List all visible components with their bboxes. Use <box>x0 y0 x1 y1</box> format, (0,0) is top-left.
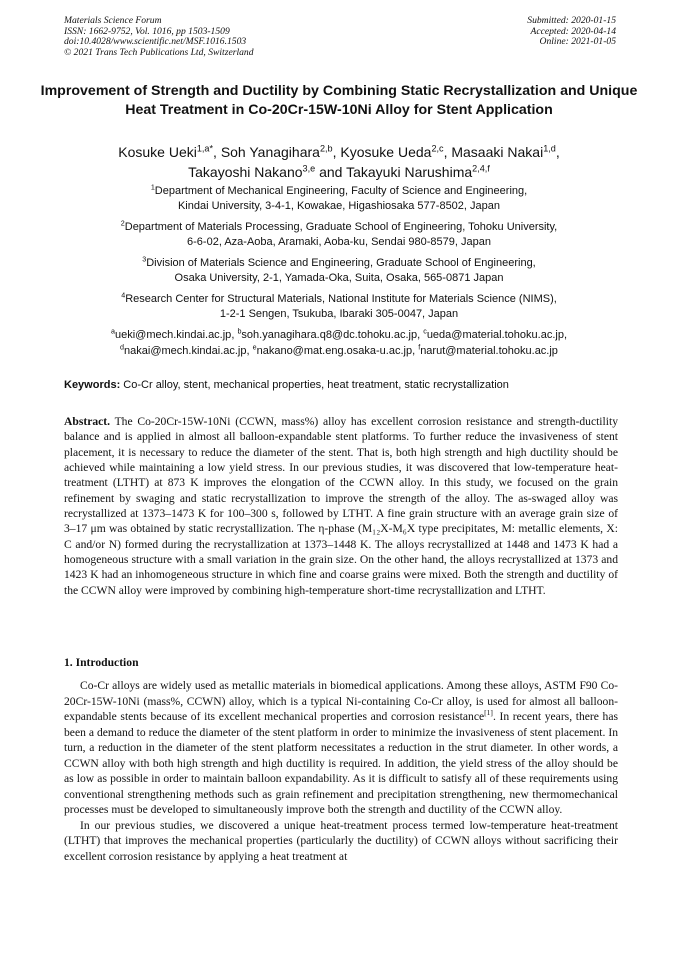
email-marker: f <box>418 342 421 351</box>
intro-text: Co-Cr alloys are widely used as metallic materials in biomedical applications. Among these alloys, ASTM F90 Co-20Cr-15W-10Ni (mass%, CCWN) alloy, which is a typical Ni-containing Co-Cr alloy, is used for almost all balloon-expandable stents because of its excellent mechanical properties and corrosion resistance <box>64 679 618 723</box>
email-link[interactable]: nakano@mat.eng.osaka-u.ac.jp <box>256 344 413 357</box>
affil-number: 4 <box>121 291 126 300</box>
online-date: Online: 2021-01-05 <box>539 36 616 48</box>
abstract <box>64 414 618 598</box>
submitted-date: Submitted: 2020-01-15 <box>527 15 616 26</box>
doi-line[interactable]: doi:10.4028/www.scientific.net/MSF.1016.1503 <box>64 36 247 48</box>
email-separator: , <box>231 329 238 341</box>
email-link[interactable]: nakai@mech.kindai.ac.jp <box>124 344 247 357</box>
email-separator: , <box>246 344 253 357</box>
affil-line: 1-2-1 Sengen, Tsukuba, Ibaraki 305-0047, Japan <box>219 308 459 321</box>
affil-line: Division of Materials Science and Engineering, Graduate School of Engineering, <box>146 257 536 269</box>
issn-line: ISSN: 1662-9752, Vol. 1016, pp 1503-1509 <box>64 25 230 37</box>
email-marker: a <box>110 327 115 336</box>
author-separator: , <box>213 144 221 160</box>
journal-info <box>64 16 254 58</box>
email-link[interactable]: ueki@mech.kindai.ac.jp <box>114 329 232 341</box>
email-separator: , <box>412 344 419 357</box>
affil-line: Department of Materials Processing, Graduate School of Engineering, Tohoku University, <box>124 221 558 233</box>
email-separator: , <box>417 329 424 341</box>
author-affil-marker: 3,e <box>302 163 316 174</box>
author-name: Kyosuke Ueda <box>340 144 432 160</box>
email-marker: c <box>423 327 427 336</box>
email-link[interactable]: ueda@material.tohoku.ac.jp, <box>426 329 568 341</box>
email-marker: b <box>237 327 242 336</box>
author-name: Takayoshi Nakano <box>188 164 303 180</box>
author-separator: , <box>332 144 341 160</box>
dates-info <box>527 16 616 48</box>
keywords-text: Co-Cr alloy, stent, mechanical properties, heat treatment, static recrystallization <box>120 379 509 391</box>
affiliation-2 <box>60 220 618 250</box>
section-heading-introduction: 1. Introduction <box>64 656 139 669</box>
affil-number: 1 <box>150 183 155 192</box>
intro-paragraph-1 <box>64 678 618 818</box>
keywords-line <box>64 378 618 392</box>
affiliation-3 <box>60 256 618 286</box>
author-list <box>40 142 638 182</box>
author-name: Soh Yanagihara <box>220 144 320 160</box>
keywords-label: Keywords: <box>64 379 121 391</box>
affil-line: 6-6-02, Aza-Aoba, Aramaki, Aoba-ku, Sendai 980-8579, Japan <box>187 236 491 249</box>
email-link[interactable]: soh.yanagihara.q8@dc.tohoku.ac.jp <box>241 329 418 341</box>
author-affil-marker: 2,c <box>431 143 444 154</box>
affil-number: 3 <box>142 255 147 264</box>
email-marker: e <box>252 342 257 351</box>
author-name: Kosuke Ueki <box>118 144 197 160</box>
author-affil-marker: 2,b <box>319 143 333 154</box>
introduction-body <box>64 678 618 864</box>
abstract-label: Abstract. <box>64 415 111 428</box>
copyright-line: © 2021 Trans Tech Publications Ltd, Switzerland <box>64 46 254 58</box>
author-name: Takayuki Narushima <box>346 164 473 180</box>
email-marker: d <box>120 342 125 351</box>
author-separator: , <box>443 144 452 160</box>
intro-paragraph-2: In our previous studies, we discovered a unique heat-treatment process termed low-temperature heat-treatment (LTHT) that improves the mechanical properties (particularly the ductility) of CCWN alloys without sacrificing their excellent corrosion resistance by applying a heat treatment at <box>64 818 618 863</box>
author-affil-marker: 1,d <box>543 143 556 154</box>
author-affil-marker: 2,4,f <box>472 163 490 174</box>
email-list <box>50 328 628 359</box>
accepted-date: Accepted: 2020-04-14 <box>530 25 616 37</box>
affil-number: 2 <box>120 219 125 228</box>
affiliation-4 <box>60 292 618 322</box>
intro-text: . In recent years, there has been a demand to reduce the diameter of the stent platform in order to minimize the invasiveness of stent placement. In turn, a reduction in the diameter of the stent platform necessitates a reduction in the strut diameter. In other words, a CCWN alloy with both high strength and high ductility is required. In addition, the yield stress of the alloy should be as low as possible in order to maintain balloon expandability. As it is difficult to satisfy all of these requirements using conventional strengthening methods such as grain refinement and precipitation strengthening, new thermomechanical processes must be developed to simultaneously improve both the strength and ductility of the CCWN alloy. <box>64 710 619 816</box>
journal-name: Materials Science Forum <box>64 15 162 26</box>
author-name: Masaaki Nakai <box>451 144 544 160</box>
paper-title: Improvement of Strength and Ductility by Combining Static Recrystallization and Unique Heat Treatment in Co-20Cr-15W-10Ni Alloy for Stent Application <box>40 83 638 118</box>
citation-ref[interactable]: [1] <box>484 708 493 718</box>
author-separator: and <box>315 164 347 180</box>
affil-line: Osaka University, 2-1, Yamada-Oka, Suita, Osaka, 565-0871 Japan <box>174 272 504 285</box>
abstract-text: The Co-20Cr-15W-10Ni (CCWN, mass%) alloy has excellent corrosion resistance and strength-ductility balance and is applied in almost all balloon-expandable stent platforms. To further reduce the invasiveness of stent placement, it is necessary to reduce the diameter of the stent. That is, both high strength and high ductility should be achieved while maintaining a low yield stress. In our previous studies, it was discovered that low-temperature heat-treatment (LTHT) at 873 K improves the elongation of the CCWN alloy. In this study, we focused on the grain refinement by swaging and static recrystallization to improve the strength of the alloy. The as-swaged alloy was recrystallized at 1373–1473 K for 100–300 s, followed by LTHT. A fine grain structure with an average grain size of 3–17 μm was obtained by static recrystallization. The η-phase (M₁₂X-M₆X type precipitates, M: metallic elements, X: C and/or N) formed during the recrystallization at 1373–1448 K. The alloys recrystallized at 1448 and 1473 K had a homogeneous structure with a small variation in the grain size. On the other hand, the alloys recrystallized at 1373 and 1423 K had an inhomogeneous structure in which fine and coarse grains were mixed. Both the strength and ductility of the CCWN alloy were improved by combining high-temperature short-time recrystallization and LTHT. <box>64 415 618 597</box>
author-separator: , <box>555 144 560 160</box>
affil-line: Department of Mechanical Engineering, Faculty of Science and Engineering, <box>154 185 528 197</box>
affil-line: Kindai University, 3-4-1, Kowakae, Higashiosaka 577-8502, Japan <box>177 200 501 213</box>
author-affil-marker: 1,a* <box>196 143 214 154</box>
affil-line: Research Center for Structural Materials, National Institute for Materials Science (NIMS), <box>125 293 557 305</box>
email-link[interactable]: narut@material.tohoku.ac.jp <box>420 344 558 357</box>
affiliation-1 <box>60 184 618 214</box>
